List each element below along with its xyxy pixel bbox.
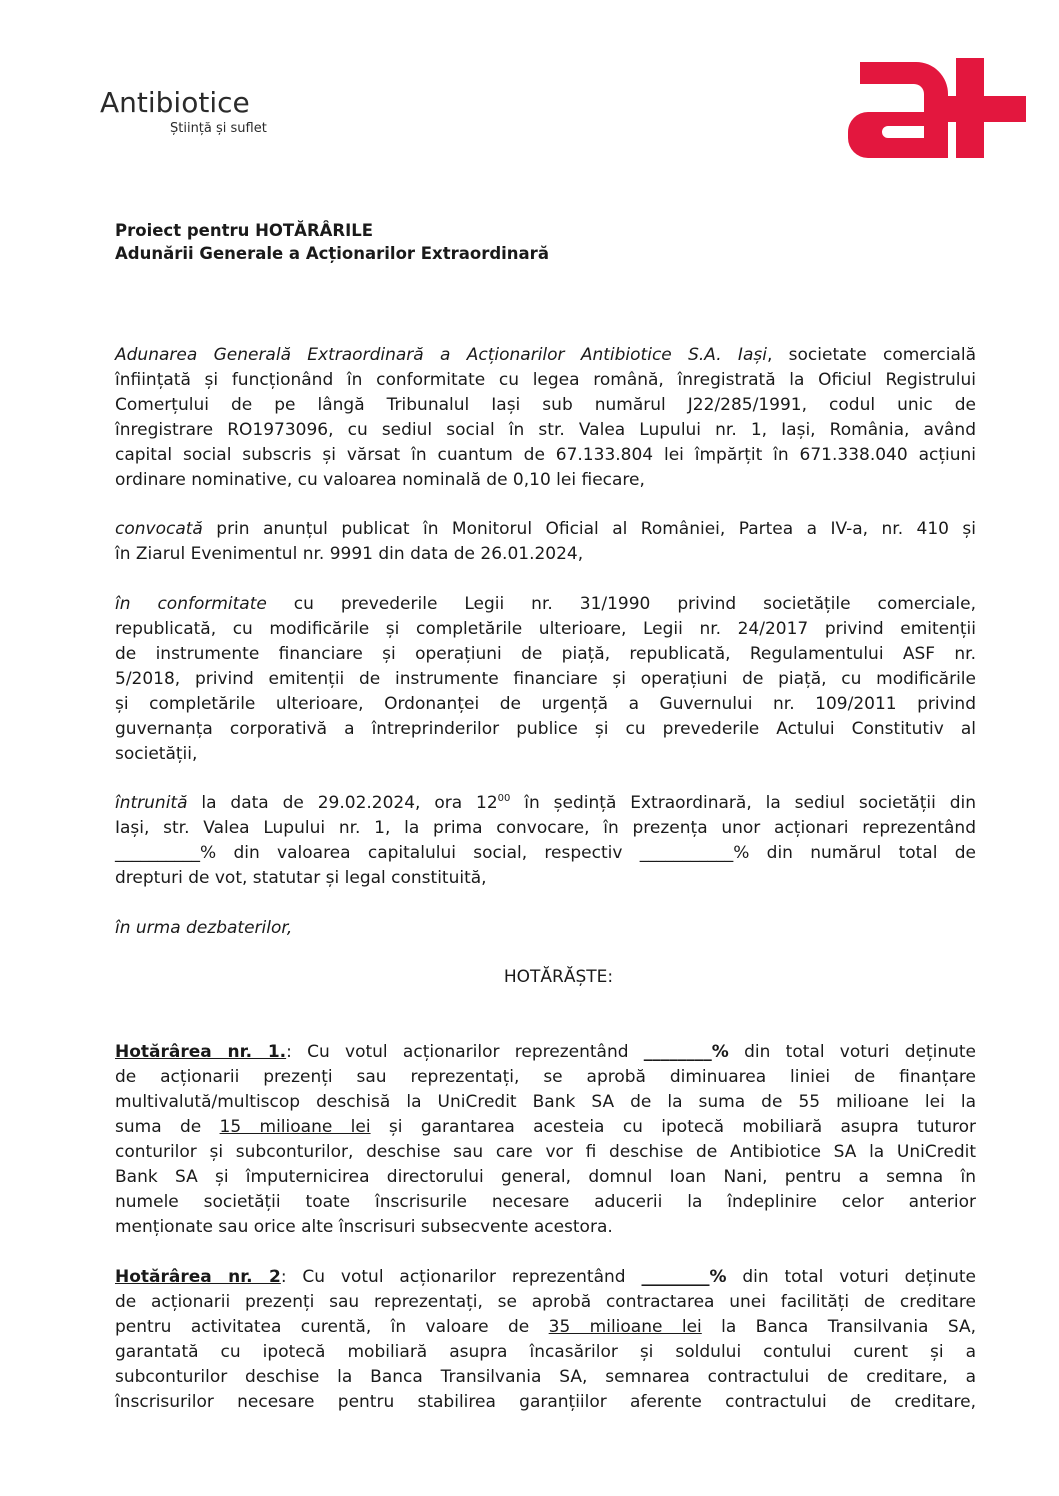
document-title bbox=[115, 219, 549, 265]
hotararea-1-text: multivalută/multiscop deschisă la UniCredit Bank SA de la suma de 55 milioane lei la bbox=[115, 1092, 976, 1112]
conformitate-text: și completările ulterioare, Ordonanței de urgență a Guvernului nr. 109/2011 privind bbox=[115, 694, 976, 714]
intrunita-paragraph bbox=[115, 791, 976, 891]
hotararea-2-paragraph bbox=[115, 1265, 976, 1415]
title-line-1: Proiect pentru HOTĂRÂRILE bbox=[115, 221, 374, 240]
hotararea-2-text: : Cu votul acționarilor reprezentând bbox=[280, 1267, 642, 1287]
hotararea-1-paragraph bbox=[115, 1040, 976, 1240]
intrunita-text: în ședință Extraordinară, la sediul societății din bbox=[510, 793, 976, 813]
intrunita-text: la data de 29.02.2024, ora 12 bbox=[187, 793, 498, 813]
antibiotice-logo bbox=[100, 86, 267, 136]
hotararea-1-text: : Cu votul acționarilor reprezentând bbox=[286, 1042, 644, 1062]
intro-text: capital social subscris și vărsat în cuantum de 67.133.804 lei împărțit în 671.338.040 acțiuni bbox=[115, 445, 976, 465]
hotaraste-heading: HOTĂRĂȘTE: bbox=[503, 967, 614, 987]
intro-paragraph bbox=[115, 343, 976, 493]
intro-text: ordinare nominative, cu valoarea nominală de 0,10 lei fiecare, bbox=[115, 470, 645, 490]
convocata-text: prin anunțul publicat în Monitorul Oficial al României, Partea a IV-a, nr. 410 și bbox=[202, 519, 976, 539]
hotararea-1-text: numele societății toate înscrisurile necesare aducerii la îndeplinire celor anterior bbox=[115, 1192, 976, 1212]
time-superscript: 00 bbox=[497, 793, 511, 804]
intro-text: Comerțului de pe lângă Tribunalul Iași sub numărul J22/285/1991, codul unic de bbox=[115, 395, 976, 415]
hotararea-1-text: din total voturi deținute bbox=[728, 1042, 977, 1062]
conformitate-text: cu prevederile Legii nr. 31/1990 privind societățile comerciale, bbox=[266, 594, 976, 614]
conformitate-text: societății, bbox=[115, 744, 198, 764]
hotararea-1-text: și garantarea acesteia cu ipotecă mobiliară asupra tuturor bbox=[370, 1117, 976, 1137]
intro-lead: Adunarea Generală Extraordinară a Acționarilor Antibiotice S.A. Iași bbox=[115, 345, 767, 365]
intro-text: înregistrare RO1973096, cu sediul social în str. Valea Lupului nr. 1, Iași, România, având bbox=[115, 420, 976, 440]
conformitate-paragraph bbox=[115, 592, 976, 767]
intro-text: înființată și funcționând în conformitate cu legea română, înregistrată la Oficiul Registrului bbox=[115, 370, 976, 390]
dezbateri-paragraph bbox=[115, 916, 976, 941]
hotararea-1-text: suma de bbox=[115, 1117, 220, 1137]
hotararea-2-text: garantată cu ipotecă mobiliară asupra încasărilor și soldului contului curent și a bbox=[115, 1342, 976, 1362]
brand-tagline: Știință și suflet bbox=[170, 121, 267, 136]
conformitate-text: 5/2018, privind emitenții de instrumente financiare și operațiuni de piață, cu modificările bbox=[115, 669, 976, 689]
intrunita-text: Iași, str. Valea Lupului nr. 1, la prima convocare, în prezența unor acționari reprezentând bbox=[115, 818, 976, 838]
document-body bbox=[115, 343, 976, 1415]
title-line-2: Adunării Generale a Acționarilor Extraordinară bbox=[115, 244, 549, 263]
hotararea-1-text: conturilor și subconturilor, deschise sau care vor fi deschise de Antibiotice SA la UniCredit bbox=[115, 1142, 976, 1162]
intrunita-text: drepturi de vot, statutar și legal constituită, bbox=[115, 868, 487, 888]
brand-name: Antibiotice bbox=[100, 86, 250, 119]
conformitate-text: guvernanța corporativă a întreprinderilor publice și cu prevederile Actului Constitutiv al bbox=[115, 719, 976, 739]
vote-blank: ________% bbox=[641, 1267, 727, 1287]
conformitate-text: de instrumente financiare și operațiuni de piață, republicată, Regulamentului ASF nr. bbox=[115, 644, 976, 664]
hotararea-1-text: Bank SA și împuternicirea directorului general, domnul Ioan Nani, pentru a semna în bbox=[115, 1167, 976, 1187]
dezbateri-text: în urma dezbaterilor, bbox=[115, 918, 293, 938]
conformitate-text: republicată, cu modificările și completările ulterioare, Legii nr. 24/2017 privind emitenții bbox=[115, 619, 976, 639]
hotararea-1-label: Hotărârea nr. 1. bbox=[115, 1042, 287, 1062]
amount-15-milioane: 15 milioane lei bbox=[219, 1117, 371, 1137]
hotararea-1-text: menționate sau orice alte înscrisuri subsecvente acestora. bbox=[115, 1217, 613, 1237]
intro-text: , societate comercială bbox=[766, 345, 977, 365]
intrunita-lead: întrunită bbox=[115, 793, 188, 813]
hotararea-2-text: subconturilor deschise la Banca Transilvania SA, semnarea contractului de creditare, a bbox=[115, 1367, 976, 1387]
hotararea-2-text: de acționarii prezenți sau reprezentați, se aprobă contractarea unei facilități de creditare bbox=[115, 1292, 976, 1312]
hotararea-2-text: înscrisurilor necesare pentru stabilirea garanțiilor aferente contractului de creditare, bbox=[115, 1392, 976, 1412]
amount-35-milioane: 35 milioane lei bbox=[548, 1317, 702, 1337]
conformitate-lead: în conformitate bbox=[115, 594, 267, 614]
hotararea-2-text: din total voturi deținute bbox=[726, 1267, 976, 1287]
convocata-lead: convocată bbox=[115, 519, 203, 539]
a-plus-logo-icon bbox=[848, 58, 1026, 160]
hotararea-2-text: pentru activitatea curentă, în valoare de bbox=[115, 1317, 549, 1337]
hotararea-2-text: la Banca Transilvania SA, bbox=[701, 1317, 976, 1337]
vote-blank: ________% bbox=[643, 1042, 729, 1062]
convocata-paragraph bbox=[115, 517, 976, 567]
convocata-text: în Ziarul Evenimentul nr. 9991 din data de 26.01.2024, bbox=[115, 544, 584, 564]
hotararea-1-text: de acționarii prezenți sau reprezentați, se aprobă diminuarea liniei de finanțare bbox=[115, 1067, 976, 1087]
intrunita-blanks: __________% din valoarea capitalului social, respectiv ___________% din numărul total de bbox=[115, 843, 976, 863]
hotararea-2-label: Hotărârea nr. 2 bbox=[115, 1267, 281, 1287]
